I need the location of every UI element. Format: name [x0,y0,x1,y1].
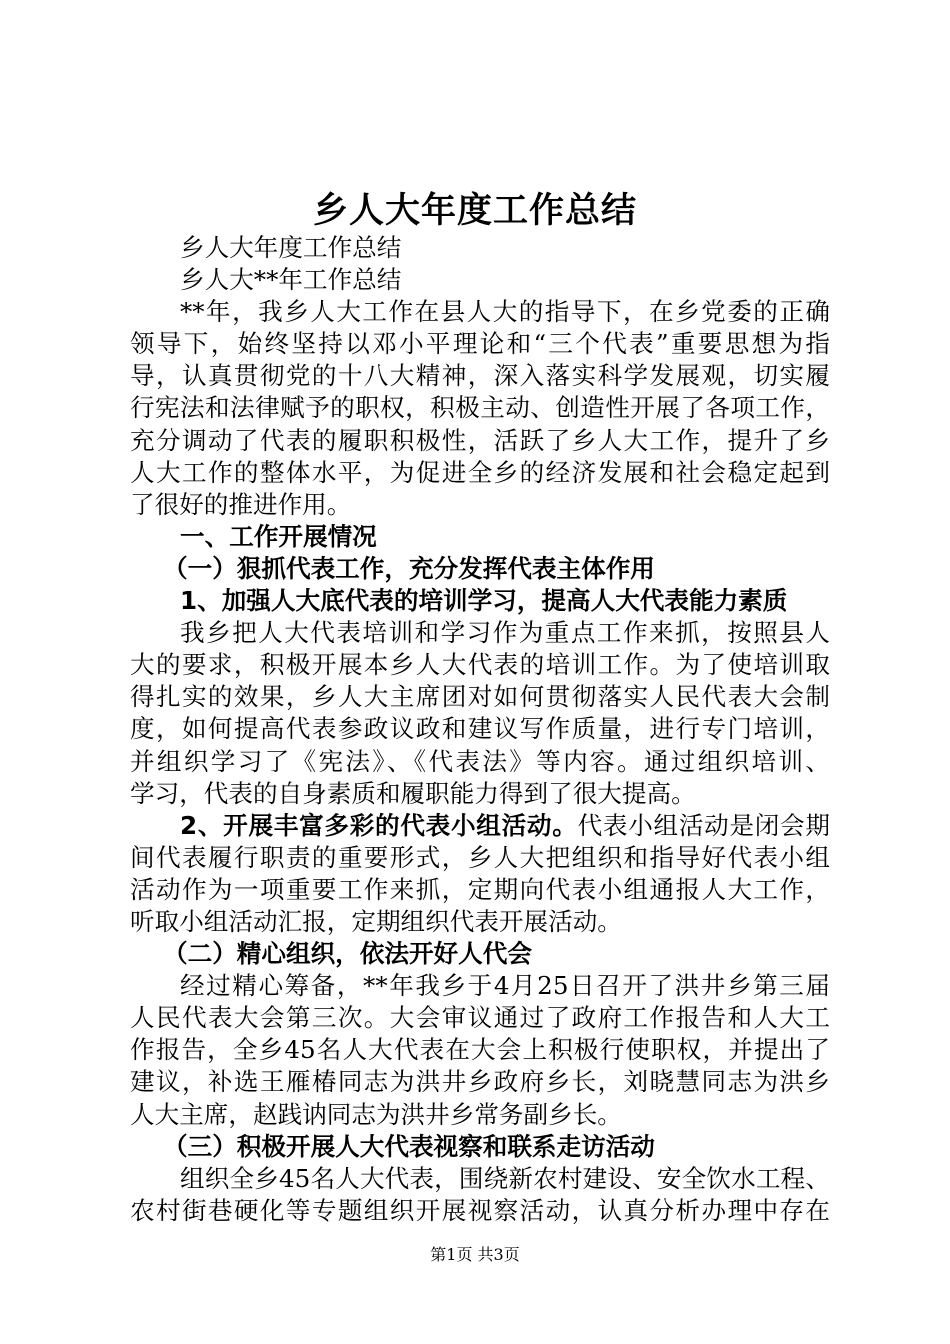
text-line: 人民代表大会第三次。大会审议通过了政府工作报告和人大工 [130,1003,830,1033]
section-heading: （三）积极开展人大代表视察和联系走访活动 [163,1131,655,1161]
section-heading: 一、工作开展情况 [180,521,377,551]
text-line: 乡人大年度工作总结 [180,233,402,262]
text-line: 人大工作的整体水平，为促进全乡的经济发展和社会稳定起到 [130,457,830,487]
text-line: 大的要求，积极开展本乡人大代表的培训工作。为了使培训取 [130,650,830,680]
text-line: 得扎实的效果，乡人大主席团对如何贯彻落实人民代表大会制 [130,682,830,712]
text-line: 并组织学习了《宪法》、《代表法》等内容。通过组织培训、 [130,746,830,776]
page-footer: 第1页 共3页 [430,1245,520,1264]
line-text: 代表小组活动是闭会期 [577,810,830,840]
text-line: 了很好的推进作用。 [130,489,352,519]
text-line: 建议，补选王雁椿同志为洪井乡政府乡长，刘晓慧同志为洪乡 [130,1067,830,1097]
text-line: 导，认真贯彻党的十八大精神，深入落实科学发展观，切实履 [130,361,830,391]
text-line: 经过精心筹备，**年我乡于4月25日召开了洪井乡第三届 [180,971,830,1001]
text-line: 乡人大**年工作总结 [180,265,402,295]
document-title: 乡人大年度工作总结 [312,190,637,231]
section-heading: 1、加强人大底代表的培训学习，提高人大代表能力素质 [180,586,788,616]
text-line: 间代表履行职责的重要形式，乡人大把组织和指导好代表小组 [130,842,830,872]
text-line: 度，如何提高代表参政议政和建议写作质量，进行专门培训， [130,714,830,744]
text-line: 我乡把人大代表培训和学习作为重点工作来抓，按照县人 [180,618,830,648]
text-line [130,810,830,842]
text-line: 领导下，始终坚持以邓小平理论和“三个代表”重要思想为指 [130,329,830,359]
text-line: 组织全乡45名人大代表，围绕新农村建设、安全饮水工程、 [180,1163,830,1193]
text-line: 听取小组活动汇报，定期组织代表开展活动。 [130,906,622,936]
section-heading: （二）精心组织，依法开好人代会 [163,939,532,969]
inline-heading: 2、开展丰富多彩的代表小组活动。 [180,810,578,840]
text-line: 行宪法和法律赋予的职权，积极主动、创造性开展了各项工作， [130,393,830,423]
text-line: 学习，代表的自身素质和履职能力得到了很大提高。 [130,778,696,808]
text-line: 活动作为一项重要工作来抓，定期向代表小组通报人大工作， [130,874,830,904]
text-line: 充分调动了代表的履职积极性，活跃了乡人大工作，提升了乡 [130,425,830,455]
text-line: 农村街巷硬化等专题组织开展视察活动，认真分析办理中存在 [130,1195,830,1225]
text-line: 作报告，全乡45名人大代表在大会上积极行使职权，并提出了 [130,1035,830,1065]
document-body [130,232,830,1227]
text-line: 人大主席，赵践讷同志为洪井乡常务副乡长。 [130,1099,622,1129]
section-heading: （一）狠抓代表工作，充分发挥代表主体作用 [163,553,655,583]
text-line: **年，我乡人大工作在县人大的指导下，在乡党委的正确 [180,297,830,327]
